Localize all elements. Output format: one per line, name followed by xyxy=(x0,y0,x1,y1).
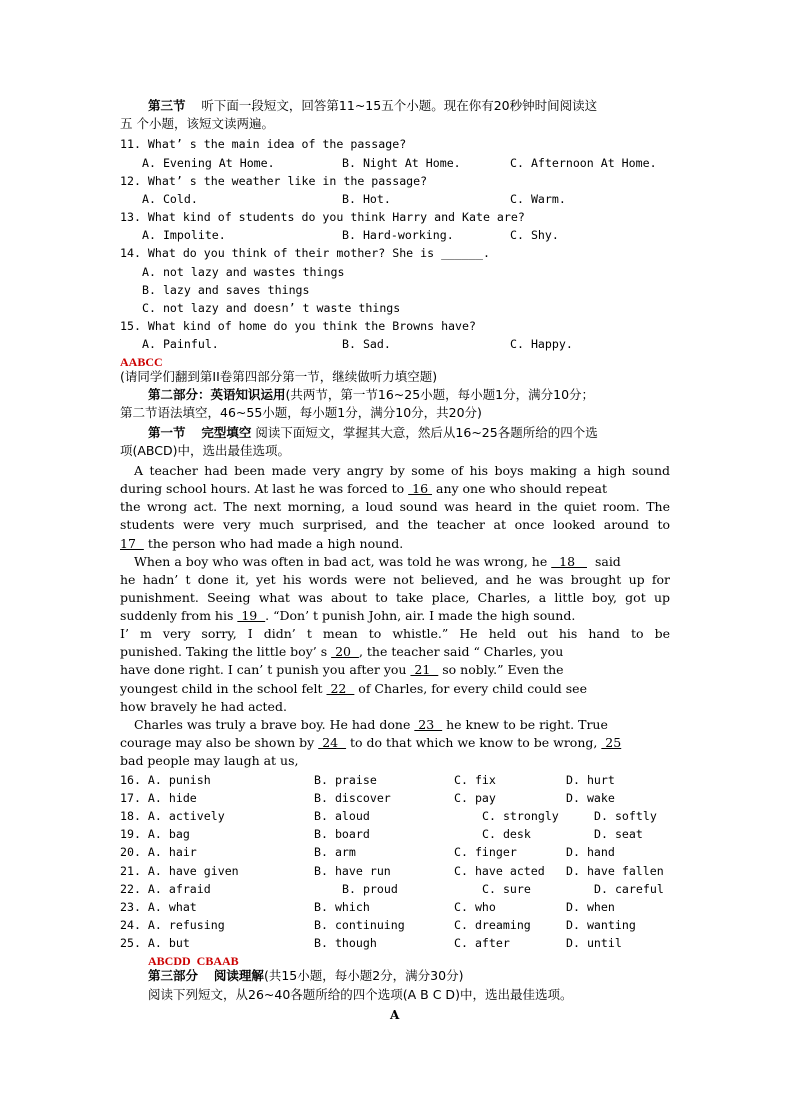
passage-p2-l7 xyxy=(120,661,564,679)
cloze-instruction-2: 项(ABCD)中，选出最佳选项。 xyxy=(120,443,291,458)
option-21-d: D. have fallen xyxy=(566,863,664,878)
option-16-a: 16. A. punish xyxy=(120,773,211,787)
part3-name: 阅读理解 xyxy=(213,968,264,983)
option-22-c: C. sure xyxy=(482,881,531,896)
passage-p1-l3: the wrong act. The next morning, a loud sound was heard in the quiet room. The xyxy=(120,499,670,514)
option-18-c: C. strongly xyxy=(482,809,559,824)
part2-title xyxy=(148,386,594,404)
part2-title-rest: (共两节，第一节16~25小题，每小题1分，满分10分； xyxy=(285,387,595,402)
option-23-c: C. who xyxy=(454,899,496,914)
p1-l2-tail: any one who should repeat xyxy=(432,481,607,496)
q15-stem: 15. What kind of home do you think the Browns have? xyxy=(120,319,476,333)
blank-17: 17 xyxy=(120,536,144,551)
option-19-c: C. desk xyxy=(482,827,531,842)
p2-l6-head: punished. Taking the little boy’ s xyxy=(120,644,332,659)
option-24-a: 24. A. refusing xyxy=(120,917,225,932)
part2-label: 第二部分：英语知识运用 xyxy=(148,387,286,402)
p1-l2-head: during school hours. At last he was forced to xyxy=(120,481,409,496)
option-22-a: 22. A. afraid xyxy=(120,881,211,896)
blank-22: 22 xyxy=(326,681,355,696)
option-18-a: 18. A. actively xyxy=(120,809,225,824)
q13-option-c: C. Shy. xyxy=(510,228,559,242)
option-22-d: D. careful xyxy=(594,881,664,896)
option-24-d: D. wanting xyxy=(566,917,636,932)
option-17-b: B. discover xyxy=(314,791,391,806)
option-21-a: 21. A. have given xyxy=(120,863,239,878)
q11-stem: 11. What’ s the main idea of the passage? xyxy=(120,137,407,151)
q12-option-a: A. Cold. xyxy=(142,192,198,206)
part3-rest: (共15小题，每小题2分，满分30分) xyxy=(263,968,464,983)
option-19-b: B. board xyxy=(314,827,370,842)
p2-l8-head: youngest child in the school felt xyxy=(120,681,327,696)
q13-option-a: A. Impolite. xyxy=(142,228,226,242)
cloze-answers: ABCDD CBAAB xyxy=(148,954,239,968)
p2-l4-tail: . “Don’ t punish John, air. I made the high sound. xyxy=(265,608,576,623)
listening-section-line xyxy=(148,97,597,115)
q12-stem: 12. What’ s the weather like in the passage? xyxy=(120,174,428,188)
passage-p2-l1 xyxy=(134,553,621,571)
option-23-b: B. which xyxy=(314,899,370,914)
option-23-d: D. when xyxy=(566,899,615,914)
p3-l2-mid: to do that which we know to be wrong, xyxy=(346,735,602,750)
listening-note: (请同学们翻到第II卷第四部分第一节，继续做听力填空题) xyxy=(120,369,438,384)
part3-instruction: 阅读下列短文，从26~40各题所给的四个选项(A B C D)中，选出最佳选项。 xyxy=(148,987,573,1002)
q14-option-a: A. not lazy and wastes things xyxy=(142,265,345,279)
option-25-a: 25. A. but xyxy=(120,935,190,950)
part2-title-line2: 第二节语法填空，46~55小题，每小题1分，满分10分，共20分) xyxy=(120,405,482,420)
option-17-c: C. pay xyxy=(454,791,496,806)
blank-21: 21 xyxy=(410,662,439,677)
passage-p3-l1 xyxy=(134,716,608,734)
p3-l1-head: Charles was truly a brave boy. He had done xyxy=(134,717,415,732)
passage-p3-l3: bad people may laugh at us, xyxy=(120,753,299,768)
option-20-c: C. finger xyxy=(454,845,517,860)
option-18-d: D. softly xyxy=(594,809,657,824)
q15-option-a: A. Painful. xyxy=(142,337,219,351)
option-25-b: B. though xyxy=(314,935,377,950)
q12-option-b: B. Hot. xyxy=(342,192,391,206)
p2-l7-tail: so nobly.” Even the xyxy=(438,662,564,677)
q11-option-c: C. Afternoon At Home. xyxy=(510,156,657,170)
p2-l4-head: suddenly from his xyxy=(120,608,238,623)
option-23-a: 23. A. what xyxy=(120,899,197,914)
option-16-b: B. praise xyxy=(314,773,377,787)
option-25-d: D. until xyxy=(566,935,622,950)
blank-23: 23 xyxy=(414,717,443,732)
option-16-d: D. hurt xyxy=(566,773,615,787)
q14-stem: 14. What do you think of their mother? She is ______. xyxy=(120,246,490,260)
passage-p2-l9: how bravely he had acted. xyxy=(120,699,287,714)
cloze-instruction: 阅读下面短文，掌握其大意，然后从16~25各题所给的四个选 xyxy=(255,425,598,440)
p3-l1-tail: he knew to be right. True xyxy=(442,717,608,732)
q11-option-a: A. Evening At Home. xyxy=(142,156,275,170)
passage-p3-l2 xyxy=(120,734,621,752)
blank-19: 19 xyxy=(237,608,266,623)
option-24-c: C. dreaming xyxy=(454,917,531,932)
blank-16: 16 xyxy=(408,481,433,496)
passage-p2-l5: I’ m very sorry, I didn’ t mean to whistle.” He held out his hand to be xyxy=(120,626,670,641)
q11-option-b: B. Night At Home. xyxy=(342,156,461,170)
passage-p1-l5 xyxy=(120,535,403,553)
option-20-b: B. arm xyxy=(314,845,356,860)
passage-p2-l8 xyxy=(120,680,587,698)
passage-a-label: A xyxy=(390,1008,400,1022)
passage-p2-l4 xyxy=(120,607,575,625)
option-17-a: 17. A. hide xyxy=(120,791,197,806)
option-25-c: C. after xyxy=(454,935,510,950)
p2-l1-tail: said xyxy=(587,554,621,569)
p3-l2-head: courage may also be shown by xyxy=(120,735,319,750)
p2-l7-head: have done right. I can’ t punish you after you xyxy=(120,662,411,677)
passage-p1-l2 xyxy=(120,480,607,498)
option-17-d: D. wake xyxy=(566,791,615,806)
q13-stem: 13. What kind of students do you think Harry and Kate are? xyxy=(120,210,525,224)
option-19-a: 19. A. bag xyxy=(120,827,190,842)
cloze-section-name: 完型填空 xyxy=(201,425,252,440)
blank-18: 18 xyxy=(551,554,587,569)
part3-label: 第三部分 xyxy=(148,968,199,983)
option-21-b: B. have run xyxy=(314,863,391,878)
part3-title xyxy=(148,967,463,985)
option-21-c: C. have acted xyxy=(454,863,545,878)
option-18-b: B. aloud xyxy=(314,809,370,824)
section-instruction: 听下面一段短文，回答第11~15五个小题。现在你有20秒钟时间阅读这 xyxy=(201,98,598,113)
section-header: 第三节 xyxy=(148,98,186,113)
passage-p2-l6 xyxy=(120,643,563,661)
q12-option-c: C. Warm. xyxy=(510,192,566,206)
q15-option-b: B. Sad. xyxy=(342,337,391,351)
p2-l6-tail: , the teacher said “ Charles, you xyxy=(358,644,564,659)
p2-l8-tail: of Charles, for every child could see xyxy=(354,681,587,696)
option-22-b: B. proud xyxy=(342,881,398,896)
cloze-section-line xyxy=(148,424,598,442)
blank-20: 20 xyxy=(331,644,359,659)
section-instruction-2: 五 个小题，该短文读两遍。 xyxy=(120,116,274,131)
option-16-c: C. fix xyxy=(454,773,496,787)
p2-l1-head: When a boy who was often in bad act, was told he was wrong, he xyxy=(134,554,552,569)
cloze-section-label: 第一节 xyxy=(148,425,186,440)
q14-option-b: B. lazy and saves things xyxy=(142,283,310,297)
passage-p1-l1: A teacher had been made very angry by some of his boys making a high sound xyxy=(134,463,670,478)
option-20-d: D. hand xyxy=(566,845,615,860)
option-19-d: D. seat xyxy=(594,827,643,842)
q14-option-c: C. not lazy and doesn’ t waste things xyxy=(142,301,401,315)
p1-l5-tail: the person who had made a high nound. xyxy=(143,536,404,551)
passage-p1-l4: students were very much surprised, and the teacher at once looked around to xyxy=(120,517,670,532)
passage-p2-l3: punishment. Seeing what was about to take place, Charles, a little boy, got up xyxy=(120,590,670,605)
blank-25: 25 xyxy=(601,735,622,750)
listening-answers: AABCC xyxy=(120,355,163,369)
option-24-b: B. continuing xyxy=(314,917,405,932)
option-20-a: 20. A. hair xyxy=(120,845,197,860)
passage-p2-l2: he hadn’ t done it, yet his words were not believed, and he was brought up for xyxy=(120,572,670,587)
q13-option-b: B. Hard-working. xyxy=(342,228,454,242)
q15-option-c: C. Happy. xyxy=(510,337,573,351)
blank-24: 24 xyxy=(318,735,347,750)
